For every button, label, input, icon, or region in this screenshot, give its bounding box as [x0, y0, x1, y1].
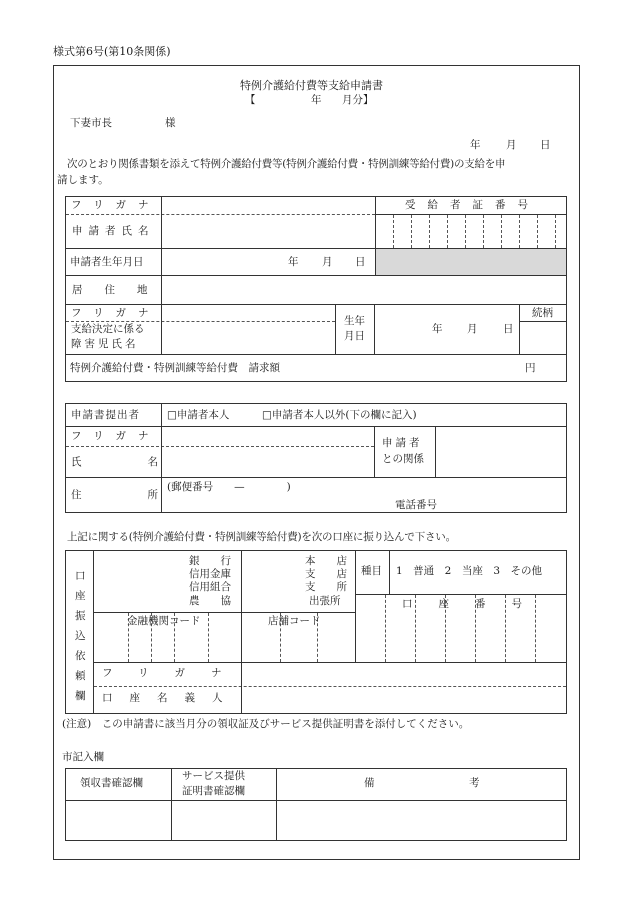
birth-day: 日 — [355, 256, 366, 268]
applicant-name-label: 申請者氏名 — [72, 225, 155, 237]
service-check-label-2: 証明書確認欄 — [182, 785, 245, 797]
submitter-other-checkbox[interactable]: □申請者本人以外(下の欄に記入) — [262, 409, 417, 421]
account-number-label: 口座番号 — [402, 598, 548, 610]
form-number: 様式第6号(第10条関係) — [53, 45, 171, 58]
claim-amount-label: 特例介護給付費・特例訓練等給付費 請求額 — [70, 362, 280, 374]
receipt-check-label: 領収書確認欄 — [80, 777, 143, 789]
birth-year: 年 — [288, 256, 299, 268]
institution-type-kumiai: 信用組合 — [189, 581, 231, 593]
date-day: 日 — [540, 139, 551, 151]
bank-intro: 上記に関する(特例介護給付費・特例訓練等給付費)を次の口座に振り込んで下さい。 — [67, 531, 456, 543]
child-birth-day: 日 — [503, 323, 514, 335]
child-name-label-2: 障害児氏名 — [71, 338, 139, 350]
child-name-label-1: 支給決定に係る — [71, 323, 145, 335]
service-check-label-1: サービス提供 — [182, 770, 245, 782]
bank-side-label-0: 口 — [75, 570, 86, 582]
relation-label: 続柄 — [532, 307, 553, 319]
intro-line-2: 請します。 — [57, 174, 109, 186]
branch-code-label: 店舗コード — [268, 615, 321, 627]
intro-line-1: 次のとおり関係書類を添えて特例介護給付費等(特例介護給付費・特例訓練等給付費)の支給を申 — [67, 158, 506, 170]
account-type-label: 種目 — [361, 565, 382, 577]
address-label: 居住地 — [72, 284, 170, 296]
claim-unit: 円 — [525, 362, 536, 374]
branch-type-main: 本 店 — [305, 555, 347, 567]
holder-name-label: 口座名義人 — [102, 692, 240, 704]
recipient-number-label: 受給者証番号 — [405, 199, 540, 211]
bank-side-label-6: 欄 — [75, 690, 86, 702]
date-year: 年 — [470, 139, 481, 151]
bank-side-label-3: 込 — [75, 630, 86, 642]
branch-type-branch: 支 店 — [305, 568, 347, 580]
submitter-phone-label: 電話番号 — [395, 499, 437, 511]
account-type-options[interactable]: 1 普通 2 当座 3 その他 — [396, 565, 543, 577]
office-heading: 市記入欄 — [62, 751, 104, 763]
submitter-relation-label-1: 申請者 — [382, 437, 423, 449]
birthdate-shaded-cell — [375, 249, 566, 275]
submitter-relation-label-2: との関係 — [382, 453, 424, 465]
child-birth-year: 年 — [432, 323, 443, 335]
date-month: 月 — [506, 139, 517, 151]
bank-side-label-1: 座 — [75, 590, 86, 602]
bank-side-label-2: 振 — [75, 610, 86, 622]
period-open: 【 — [245, 94, 256, 106]
submitter-name-label: 氏名 — [71, 456, 224, 468]
recipient-honorific: 様 — [165, 117, 176, 129]
child-furigana-label: フリガナ — [71, 307, 161, 319]
institution-type-shinkin: 信用金庫 — [189, 568, 231, 580]
submitter-address-label: 住所 — [71, 489, 224, 501]
branch-type-office: 出張所 — [309, 595, 341, 607]
remarks-label: 備 考 — [364, 777, 480, 789]
recipient-name: 下妻市長 — [70, 117, 112, 129]
applicant-birthdate-label: 申請者生年月日 — [70, 256, 144, 268]
period-month: 月分】 — [342, 94, 374, 106]
institution-type-nokyo: 農 協 — [189, 595, 231, 607]
bank-side-label-4: 依 — [75, 650, 86, 662]
submitter-furigana-label: フリガナ — [71, 430, 161, 442]
form-title: 特例介護給付費等支給申請書 — [240, 79, 383, 92]
child-birth-label-1: 生年 — [344, 315, 365, 327]
child-birth-label-2: 月日 — [344, 330, 365, 342]
institution-type-bank: 銀 行 — [189, 555, 231, 567]
bank-side-label-5: 頼 — [75, 670, 86, 682]
child-birth-month: 月 — [467, 323, 478, 335]
holder-furigana-label: フリガナ — [102, 667, 248, 679]
institution-code-label: 金融機関コード — [127, 615, 201, 627]
submitter-postal-field[interactable]: (郵便番号 — ) — [167, 481, 291, 493]
birth-month: 月 — [322, 256, 333, 268]
submitter-label: 申請書提出者 — [71, 409, 140, 421]
attachment-note: (注意) この申請書に該当月分の領収証及びサービス提供証明書を添付してください。 — [62, 718, 470, 730]
branch-type-sub: 支 所 — [305, 581, 347, 593]
applicant-furigana-label: フリガナ — [71, 199, 161, 211]
period-year: 年 — [311, 94, 322, 106]
submitter-self-checkbox[interactable]: □申請者本人 — [167, 409, 230, 421]
